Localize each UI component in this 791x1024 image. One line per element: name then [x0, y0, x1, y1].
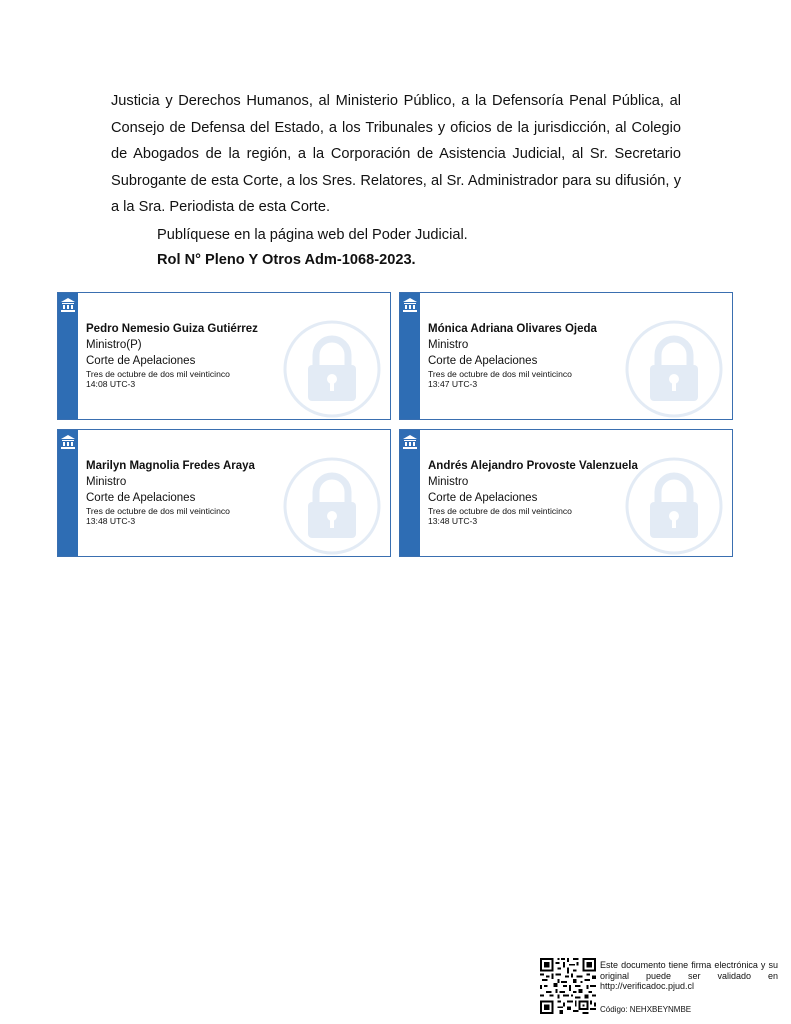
verification-code: Código: NEHXBEYNMBE: [600, 1005, 692, 1014]
signer-name: Pedro Nemesio Guiza Gutiérrez: [86, 323, 258, 335]
signer-role: Ministro: [428, 339, 469, 351]
signature-time: 13:47 UTC-3: [428, 379, 478, 389]
signature-date: Tres de octubre de dos mil veinticinco: [86, 506, 230, 516]
signature-sidebar: [58, 293, 78, 419]
signature-card: [57, 429, 391, 557]
signature-sidebar: [400, 293, 420, 419]
signature-time: 13:48 UTC-3: [428, 516, 478, 526]
signature-time: 14:08 UTC-3: [86, 379, 136, 389]
qr-code-icon: [540, 958, 596, 1014]
signer-role: Ministro: [86, 476, 127, 488]
signature-card: [399, 292, 733, 420]
signer-name: Mónica Adriana Olivares Ojeda: [428, 323, 597, 335]
publiquese-line: Publíquese en la página web del Poder Judicial.: [157, 227, 468, 243]
signature-time: 13:48 UTC-3: [86, 516, 136, 526]
courthouse-icon: [402, 434, 418, 450]
signer-name: Andrés Alejandro Provoste Valenzuela: [428, 460, 638, 472]
body-paragraph: Justicia y Derechos Humanos, al Ministerio Público, a la Defensoría Penal Pública, al Consejo de Defensa del Estado, a los Tribunales y oficios de la jurisdicción, al Colegio de Abogados de la región, a la Corporación de Asistencia Judicial, al Sr. Secretario Subrogante de esta Corte, a los Sres. Relatores, al Sr. Administrador para su difusión, y a la Sra. Periodista de esta Corte.: [111, 93, 681, 216]
courthouse-icon: [60, 434, 76, 450]
signature-sidebar: [400, 430, 420, 556]
verification-note: Este documento tiene firma electrónica y su original puede ser validado en http://verificadoc.pjud.cl: [600, 960, 778, 991]
signature-date: Tres de octubre de dos mil veinticinco: [428, 506, 572, 516]
signer-court: Corte de Apelaciones: [86, 492, 196, 504]
signature-date: Tres de octubre de dos mil veinticinco: [86, 369, 230, 379]
signer-name: Marilyn Magnolia Fredes Araya: [86, 460, 255, 472]
rol-number: Rol N° Pleno Y Otros Adm-1068-2023.: [157, 252, 416, 268]
courthouse-icon: [402, 297, 418, 313]
signer-role: Ministro: [428, 476, 469, 488]
signer-court: Corte de Apelaciones: [428, 355, 538, 367]
signature-date: Tres de octubre de dos mil veinticinco: [428, 369, 572, 379]
signature-card: [57, 292, 391, 420]
signature-sidebar: [58, 430, 78, 556]
signer-role: Ministro(P): [86, 339, 142, 351]
signer-court: Corte de Apelaciones: [86, 355, 196, 367]
signature-card: [399, 429, 733, 557]
signer-court: Corte de Apelaciones: [428, 492, 538, 504]
courthouse-icon: [60, 297, 76, 313]
